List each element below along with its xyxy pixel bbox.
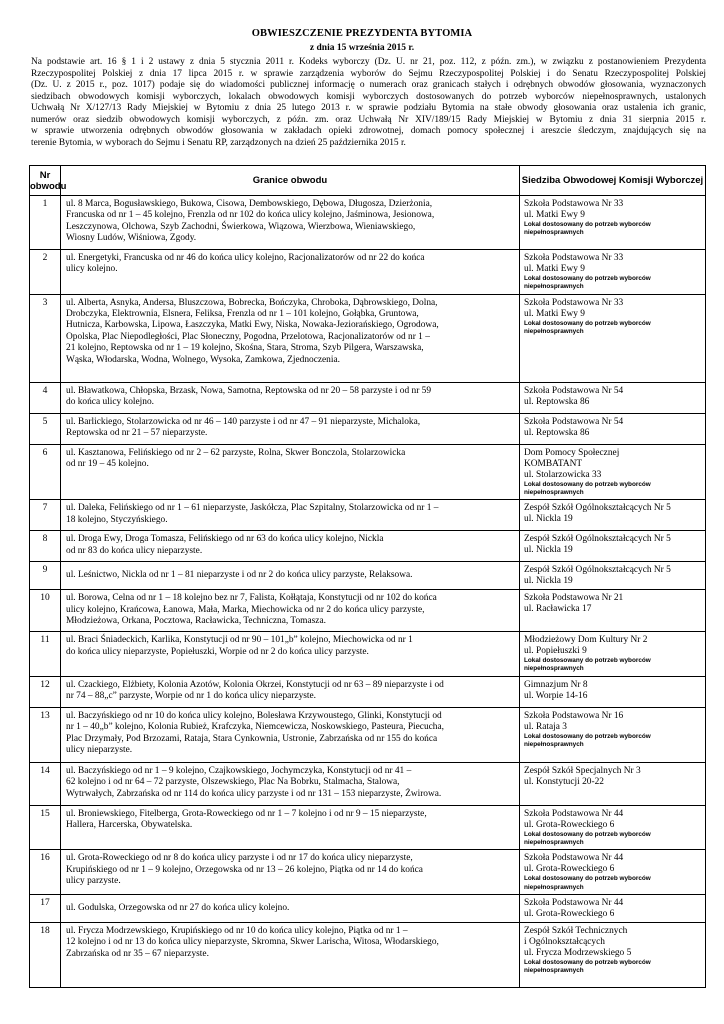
siedziba-line: Szkoła Podstawowa Nr 16 (524, 710, 624, 721)
table-row (30, 500, 706, 531)
table-row (30, 590, 706, 632)
header-nr-line1: Nr (39, 169, 51, 181)
siedziba-line: ul. Reptowska 86 (524, 427, 590, 438)
siedziba-line: Szkoła Podstawowa Nr 44 (524, 853, 624, 864)
cell-siedziba (520, 250, 706, 295)
accessibility-note: Lokal dostosowany do potrzeb wyborców (524, 319, 651, 327)
siedziba-line: KOMBATANT (524, 458, 583, 469)
siedziba-line: Zespół Szkół Ogólnokształcących Nr 5 (524, 503, 671, 514)
document-title: OBWIESZCZENIE PREZYDENTA BYTOMIA (251, 28, 473, 39)
header-siedziba: Siedziba Obwodowej Komisji Wyborczej (520, 166, 706, 196)
siedziba-line: ul. Nickla 19 (524, 514, 573, 525)
siedziba-line: Szkoła Podstawowa Nr 54 (524, 385, 624, 396)
granice-line: ul. Baczyńskiego od nr 10 do końca ulicy kolejno, Bolesława Krzywoustego, Glinki, Konstytucji od (66, 710, 442, 721)
siedziba-line: Zespół Szkół Specjalnych Nr 3 (524, 765, 641, 776)
cell-siedziba (520, 922, 706, 987)
table-row (30, 894, 706, 922)
intro-line: Uchwałą Nr X/127/13 Rady Miejskiej w Bytomiu z dnia 25 lutego 2013 r. w sprawie podziału Bytomia na stałe obwody głosowania oraz ustalenia ich granic, (31, 103, 706, 113)
granice-line: Hutnicza, Karbowska, Lipowa, Łaszczyka, Matki Ewy, Niska, Nowaka-Jeziorańskiego, Ogrodowa, (66, 320, 439, 331)
siedziba-line: ul. Rataja 3 (524, 721, 567, 732)
granice-line: Wiosny Ludów, Wiśniowa, Zgody. (66, 233, 197, 244)
granice-line: od nr 19 – 45 kolejno. (66, 459, 149, 469)
cell-granice (61, 250, 520, 295)
table-row (30, 444, 706, 500)
granice-line: ul. Frycza Modrzewskiego, Krupińskiego od nr 10 do końca ulicy kolejno, Piątka od nr 1 – (66, 925, 408, 936)
granice-line: Francuska od nr 1 – 45 kolejno, Frenzla od nr 102 do końca ulicy kolejno, Jaśminowa, Jesionowa, (66, 210, 435, 221)
siedziba-line: Szkoła Podstawowa Nr 33 (524, 199, 624, 209)
document-date: z dnia 15 września 2015 r. (309, 43, 415, 53)
intro-paragraph (31, 57, 706, 149)
cell-nr: 1 (30, 196, 61, 250)
accessibility-note: Lokal dostosowany do potrzeb wyborców (524, 275, 651, 282)
cell-siedziba (520, 805, 706, 850)
cell-siedziba (520, 590, 706, 632)
siedziba-line: ul. Matki Ewy 9 (524, 308, 585, 319)
accessibility-note: niepełnosprawnych (524, 967, 584, 975)
table-row (30, 676, 706, 707)
cell-granice (61, 922, 520, 987)
cell-granice (61, 196, 520, 250)
cell-siedziba (520, 894, 706, 922)
table-row (30, 531, 706, 562)
siedziba-line: ul. Frycza Modrzewskiego 5 (524, 947, 632, 958)
accessibility-note: Lokal dostosowany do potrzeb wyborców (524, 221, 651, 228)
cell-nr: 15 (30, 805, 61, 850)
cell-siedziba (520, 444, 706, 500)
granice-line: Młodzieżowa, Orkana, Pocztowa, Racławicka, Techniczna, Tomasza. (66, 616, 326, 626)
cell-siedziba (520, 850, 706, 895)
granice-line: ul. Borowa, Celna od nr 1 – 18 kolejno bez nr 7, Falista, Kołłątaja, Konstytucji od nr 102 do końca (66, 593, 437, 604)
granice-line: ul. Kasztanowa, Felińskiego od nr 2 – 62 parzyste, Rolna, Skwer Bonczola, Stolarzowicka (66, 447, 406, 458)
cell-granice (61, 444, 520, 500)
table-row (30, 562, 706, 590)
siedziba-line: ul. Popiełuszki 9 (524, 646, 587, 657)
siedziba-line: Szkoła Podstawowa Nr 44 (524, 808, 624, 819)
granice-line: ul. Braci Śniadeckich, Karlika, Konstytucji od nr 90 – 101„b” kolejno, Miechowicka od nr 1 (66, 635, 413, 646)
cell-nr: 5 (30, 413, 61, 444)
cell-siedziba (520, 294, 706, 382)
cell-nr: 10 (30, 590, 61, 632)
cell-granice (61, 805, 520, 850)
granice-line: ulicy parzyste. (66, 876, 121, 887)
intro-line: (Dz. U. z 2015 r., poz. 1017) podaje się do wiadomości publicznej informację o numerach oraz granicach stałych i odrębnych obwodów głosowania, wyznaczonych (31, 80, 706, 90)
accessibility-note: niepełnosprawnych (524, 665, 584, 673)
granice-line: ul. Baczyńskiego od nr 1 – 9 kolejno, Czajkowskiego, Jochymczyka, Konstytucji od nr 41 – (66, 765, 412, 776)
accessibility-note: niepełnosprawnych (524, 283, 584, 291)
cell-siedziba (520, 413, 706, 444)
granice-line: ul. Godulska, Orzegowska od nr 27 do końca ulicy kolejno. (66, 903, 290, 914)
siedziba-line: Szkoła Podstawowa Nr 54 (524, 416, 624, 427)
accessibility-note: niepełnosprawnych (524, 229, 584, 237)
cell-nr: 6 (30, 444, 61, 500)
cell-nr: 9 (30, 562, 61, 590)
table-row (30, 922, 706, 987)
granice-line: 12 kolejno i od nr 13 do końca ulicy nieparzyste, Skromna, Skwer Larischa, Witosa, Włodarskiego, (66, 937, 439, 948)
intro-line: Rzeczypospolitej Polskiej z dnia 17 lipca 2015 r. w sprawie zarządzenia wyborów do Sejmu Rzeczypospolitej Polskiej i do Senatu Rzeczypospolitej Polskiej (31, 68, 706, 79)
siedziba-line: ul. Stolarzowicka 33 (524, 469, 602, 480)
accessibility-note: Lokal dostosowany do potrzeb wyborców (524, 875, 651, 883)
accessibility-note: Lokal dostosowany do potrzeb wyborców (524, 657, 651, 665)
cell-granice (61, 894, 520, 922)
granice-line: ul. Droga Ewy, Droga Tomasza, Felińskiego od nr 63 do końca ulicy kolejno, Nickla (66, 534, 384, 545)
siedziba-line: Zespół Szkół Ogólnokształcących Nr 5 (524, 565, 671, 576)
cell-nr: 18 (30, 922, 61, 987)
granice-line: ul. Alberta, Asnyka, Andersa, Bluszczowa, Bobrecka, Bończyka, Chroboka, Dąbrowskiego, Dolna, (66, 297, 438, 308)
table-row (30, 382, 706, 413)
cell-granice (61, 413, 520, 444)
accessibility-note: Lokal dostosowany do potrzeb wyborców (524, 830, 651, 838)
intro-line: w sprawie utworzenia odrębnych obwodów głosowania w zakładach opieki zdrowotnej, domach pomocy społecznej i areszcie śledczym, znajdujących się na (31, 126, 706, 136)
cell-siedziba (520, 562, 706, 590)
siedziba-line: ul. Konstytucji 20-22 (524, 776, 604, 787)
accessibility-note: niepełnosprawnych (524, 488, 584, 496)
siedziba-line: ul. Grota-Roweckiego 6 (524, 864, 615, 875)
table-row (30, 850, 706, 895)
intro-line: numerów oraz siedzib obwodowych komisji wyborczych, z późn. zm. oraz Uchwałą Nr XIV/189/15 Rady Miejskiej w Bytomiu z dnia 31 sierpnia 2015 r. (31, 114, 706, 125)
granice-line: 18 kolejno, Styczyńskiego. (66, 514, 168, 525)
header-nr-line2: obwodu (30, 180, 67, 192)
siedziba-line: i Ogólnokształcących (524, 936, 605, 947)
table-row (30, 196, 706, 250)
siedziba-line: Zespół Szkół Technicznych (524, 925, 628, 936)
granice-line: 62 kolejno i od nr 64 – 72 parzyste, Olszewskiego, Plac Na Bobrku, Stalmacha, Stalowa, (66, 777, 400, 788)
granice-line: ul. 8 Marca, Bogusławskiego, Bukowa, Cisowa, Dembowskiego, Dębowa, Długosza, Dzierżonia, (66, 199, 433, 209)
granice-line: ul. Leśnictwo, Nickla od nr 1 – 81 nieparzyste i od nr 2 do końca ulicy parzyste, Relaksowa. (66, 570, 413, 581)
table-row (30, 632, 706, 677)
granice-line: Plac Drzymały, Pod Brzozami, Rataja, Stara Cynkownia, Ustronie, Zabrzańska od nr 155 do końca (66, 733, 438, 744)
intro-line: siedzibach obwodowych komisji wyborczych, lokalach obwodowych komisji wyborczych dostosowanych do potrzeb wyborców niepełnosprawnych, ustalonych (31, 91, 706, 102)
accessibility-note: niepełnosprawnych (524, 883, 584, 891)
cell-nr: 14 (30, 762, 61, 805)
siedziba-line: ul. Nickla 19 (524, 545, 573, 556)
siedziba-line: Szkoła Podstawowa Nr 33 (524, 253, 624, 263)
cell-siedziba (520, 707, 706, 762)
cell-granice (61, 632, 520, 677)
intro-line: terenie Bytomia, w wyborach do Sejmu i Senatu RP, zarządzonych na dzień 25 października 2015 r. (31, 137, 406, 148)
districts-table (29, 165, 706, 988)
siedziba-line: ul. Racławicka 17 (524, 604, 592, 615)
granice-line: nr 1 – 40„b” kolejno, Kolonia Rubież, Krafczyka, Niemcewicza, Noskowskiego, Pasteura, Piecucha, (66, 722, 445, 733)
siedziba-line: ul. Reptowska 86 (524, 396, 590, 407)
granice-line: Reptowska od nr 21 – 57 nieparzyste. (66, 428, 208, 438)
table-row (30, 805, 706, 850)
cell-granice (61, 762, 520, 805)
granice-line: ulicy kolejno. (66, 264, 118, 275)
table-row (30, 250, 706, 295)
intro-line: Na podstawie art. 16 § 1 i 2 ustawy z dnia 5 stycznia 2011 r. Kodeks wyborczy (Dz. U. nr 21, poz. 112, z późn. zm.), w związku z postanowieniem Prezydenta (31, 57, 706, 67)
siedziba-line: ul. Matki Ewy 9 (524, 264, 585, 274)
cell-nr: 12 (30, 676, 61, 707)
granice-line: ul. Czackiego, Elżbiety, Kolonia Azotów, Kolonia Okrzei, Konstytucji od nr 63 – 89 nieparzyste i od (66, 679, 444, 690)
granice-line: Drobczyka, Elektrownia, Elsnera, Feliksa, Frenzla od nr 1 – 101 kolejno, Gołąbka, Gruntowa, (66, 309, 419, 319)
siedziba-line: ul. Matki Ewy 9 (524, 210, 585, 220)
header-nr (30, 166, 67, 196)
granice-line: Wąska, Włodarska, Wodna, Wolnego, Wysoka, Zamkowa, Zjednoczenia. (66, 354, 340, 365)
cell-granice (61, 294, 520, 382)
granice-line: ulicy kolejno, Krańcowa, Łanowa, Mała, Marka, Miechowicka od nr 2 do końca ulicy parzyste, (66, 604, 425, 615)
cell-nr: 16 (30, 850, 61, 895)
siedziba-line: ul. Grota-Roweckiego 6 (524, 908, 615, 919)
siedziba-line: Zespół Szkół Ogólnokształcących Nr 5 (524, 534, 671, 545)
accessibility-note: niepełnosprawnych (524, 327, 584, 335)
cell-nr: 8 (30, 531, 61, 562)
granice-line: ul. Daleka, Felińskiego od nr 1 – 61 nieparzyste, Jaskółcza, Plac Szpitalny, Stolarzowicka od nr 1 – (66, 503, 439, 514)
siedziba-line: ul. Worpie 14-16 (524, 690, 588, 701)
granice-line: nr 74 – 88„c” parzyste, Worpie od nr 1 do końca ulicy nieparzyste. (66, 691, 317, 702)
accessibility-note: niepełnosprawnych (524, 741, 584, 749)
table-row (30, 707, 706, 762)
accessibility-note: niepełnosprawnych (524, 839, 584, 847)
granice-line: do końca ulicy nieparzyste, Popiełuszki, Worpie od nr 2 do końca ulicy parzyste. (66, 646, 369, 657)
granice-line: ulicy nieparzyste. (66, 745, 133, 755)
cell-siedziba (520, 382, 706, 413)
cell-nr: 2 (30, 250, 61, 295)
table-row (30, 294, 706, 382)
siedziba-line: ul. Nickla 19 (524, 576, 573, 587)
granice-line: 21 kolejno, Reptowska od nr 1 – 19 kolejno, Skośna, Stara, Stroma, Szyb Pilgera, Warszawska, (66, 343, 424, 354)
cell-granice (61, 531, 520, 562)
granice-line: Krupińskiego od nr 1 – 9 kolejno, Orzegowska od nr 13 – 26 kolejno, Piątka od nr 14 do końca (66, 864, 423, 875)
cell-granice (61, 590, 520, 632)
cell-granice (61, 562, 520, 590)
granice-line: ul. Bławatkowa, Chłopska, Brzask, Nowa, Samotna, Reptowska od nr 20 – 58 parzyste i od nr 59 (66, 385, 432, 396)
cell-nr: 11 (30, 632, 61, 677)
cell-nr: 17 (30, 894, 61, 922)
table-header-row (30, 166, 706, 196)
granice-line: Opolska, Plac Niepodległości, Plac Słoneczny, Pogodna, Przelotowa, Racjonalizatorów od nr 1 – (66, 331, 430, 342)
cell-siedziba (520, 531, 706, 562)
granice-line: Wytrwałych, Zabrzańska od nr 114 do końca ulicy parzyste i od nr 131 – 153 nieparzyste, Żwirowa. (66, 788, 442, 799)
siedziba-line: Gimnazjum Nr 8 (524, 679, 588, 690)
cell-granice (61, 707, 520, 762)
cell-nr: 4 (30, 382, 61, 413)
siedziba-line: Dom Pomocy Społecznej (524, 447, 620, 458)
cell-granice (61, 500, 520, 531)
granice-line: ul. Broniewskiego, Fitelberga, Grota-Roweckiego od nr 1 – 7 kolejno i od nr 9 – 15 nieparzyste, (66, 808, 427, 819)
cell-granice (61, 850, 520, 895)
cell-siedziba (520, 196, 706, 250)
siedziba-line: Szkoła Podstawowa Nr 33 (524, 297, 624, 308)
siedziba-line: Szkoła Podstawowa Nr 44 (524, 897, 624, 908)
accessibility-note: Lokal dostosowany do potrzeb wyborców (524, 958, 651, 966)
cell-siedziba (520, 762, 706, 805)
cell-nr: 7 (30, 500, 61, 531)
header-granice: Granice obwodu (61, 166, 520, 196)
cell-nr: 13 (30, 707, 61, 762)
table-row (30, 762, 706, 805)
granice-line: ul. Energetyki, Francuska od nr 46 do końca ulicy kolejno, Racjonalizatorów od nr 22 do końca (66, 253, 425, 263)
table-row (30, 413, 706, 444)
granice-line: Zabrzańska od nr 35 – 67 nieparzyste. (66, 948, 209, 959)
granice-line: od nr 83 do końca ulicy nieparzyste. (66, 545, 203, 556)
granice-line: ul. Grota-Roweckiego od nr 8 do końca ulicy parzyste i od nr 17 do końca ulicy nieparzyste, (66, 853, 413, 864)
cell-granice (61, 676, 520, 707)
granice-line: ul. Barlickiego, Stolarzowicka od nr 46 – 140 parzyste i od nr 47 – 91 nieparzyste, Michaloka, (66, 416, 421, 427)
cell-granice (61, 382, 520, 413)
siedziba-line: Szkoła Podstawowa Nr 21 (524, 593, 624, 604)
table-body (30, 196, 706, 988)
siedziba-line: Młodzieżowy Dom Kultury Nr 2 (524, 635, 648, 646)
accessibility-note: Lokal dostosowany do potrzeb wyborców (524, 732, 651, 740)
granice-line: Hallera, Harcerska, Obywatelska. (66, 820, 193, 831)
cell-siedziba (520, 500, 706, 531)
granice-line: do końca ulicy kolejno. (66, 397, 155, 407)
cell-nr: 3 (30, 294, 61, 382)
siedziba-line: ul. Grota-Roweckiego 6 (524, 819, 615, 830)
accessibility-note: Lokal dostosowany do potrzeb wyborców (524, 480, 651, 488)
cell-siedziba (520, 632, 706, 677)
granice-line: Leszczynowa, Olchowa, Szyb Zachodni, Świerkowa, Wiązowa, Wierzbowa, Wieniawskiego, (66, 221, 416, 232)
cell-siedziba (520, 676, 706, 707)
